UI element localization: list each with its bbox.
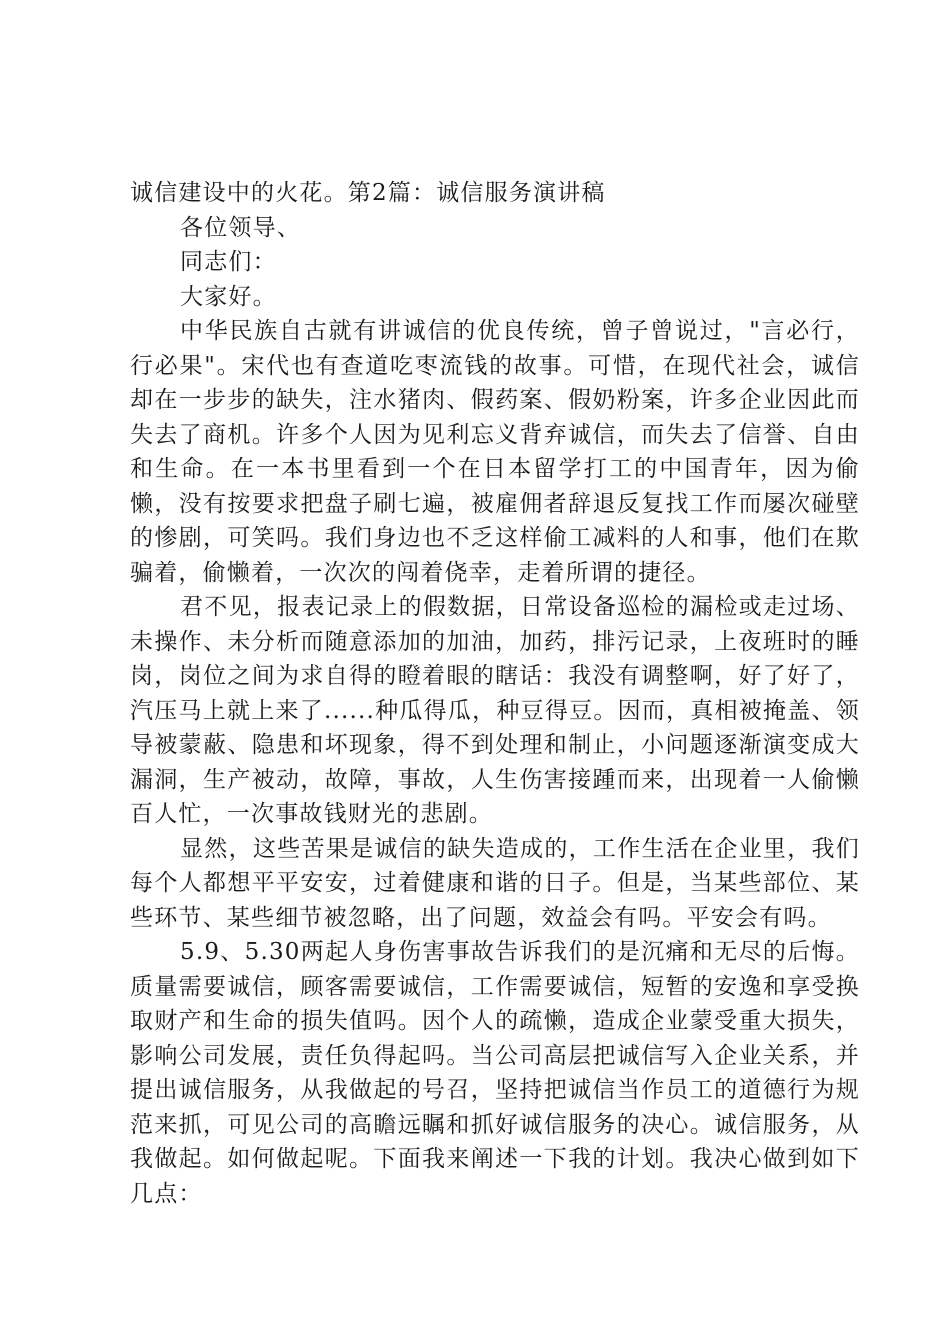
paragraph-accidents: 5.9、5.30两起人身伤害事故告诉我们的是沉痛和无尽的后悔。质量需要诚信，顾客需要诚信，工作需要诚信，短暂的安逸和享受换取财产和生命的损失值吗。因个人的疏懒，造成企业蒙受重大损失，影响公司发展，责任负得起吗。当公司高层把诚信写入企业关系，并提出诚信服务，从我做起的号召，坚持把诚信当作员工的道德行为规范来抓，可见公司的高瞻远瞩和抓好诚信服务的决心。诚信服务，从我做起。如何做起呢。下面我来阐述一下我的计划。我决心做到如下几点： [130,939,860,1207]
paragraph-salutation-leaders: 各位领导、 [180,214,301,241]
paragraph-salutation-comrades: 同志们： [180,249,277,275]
paragraph-consequences: 显然，这些苦果是诚信的缺失造成的，工作生活在企业里，我们每个人都想平平安安，过着健康和谐的日子。但是，当某些部位、某些环节、某些细节被忽略，出了问题，效益会有吗。平安会有吗。 [130,835,860,931]
document-body [130,176,860,1211]
paragraph-greeting: 大家好。 [180,283,277,310]
paragraph-examples: 君不见，报表记录上的假数据，日常设备巡检的漏检或走过场、未操作、未分析而随意添加的加油，加药，排污记录，上夜班时的睡岗，岗位之间为求自得的瞪着眼的瞎话：我没有调整啊，好了好了，汽压马上就上来了......种瓜得瓜，种豆得豆。因而，真相被掩盖、领导被蒙蔽、隐患和坏现象，得不到处理和制止，小问题逐渐演变成大漏洞，生产被动，故障，事故，人生伤害接踵而来，出现着一人偷懒百人忙，一次事故钱财光的悲剧。 [130,594,860,827]
paragraph-tradition: 中华民族自古就有讲诚信的优良传统，曾子曾说过，"言必行，行必果"。宋代也有查道吃枣流钱的故事。可惜，在现代社会，诚信却在一步步的缺失，注水猪肉、假药案、假奶粉案，许多企业因此而失去了商机。许多个人因为见利忘义背弃诚信，而失去了信誉、自由和生命。在一本书里看到一个在日本留学打工的中国青年，因为偷懒，没有按要求把盘子刷七遍，被雇佣者辞退反复找工作而屡次碰壁的惨剧，可笑吗。我们身边也不乏这样偷工减料的人和事，他们在欺骗着，偷懒着，一次次的闯着侥幸，走着所谓的捷径。 [130,318,860,586]
paragraph-title-line: 诚信建设中的火花。第2篇：诚信服务演讲稿 [130,180,606,206]
